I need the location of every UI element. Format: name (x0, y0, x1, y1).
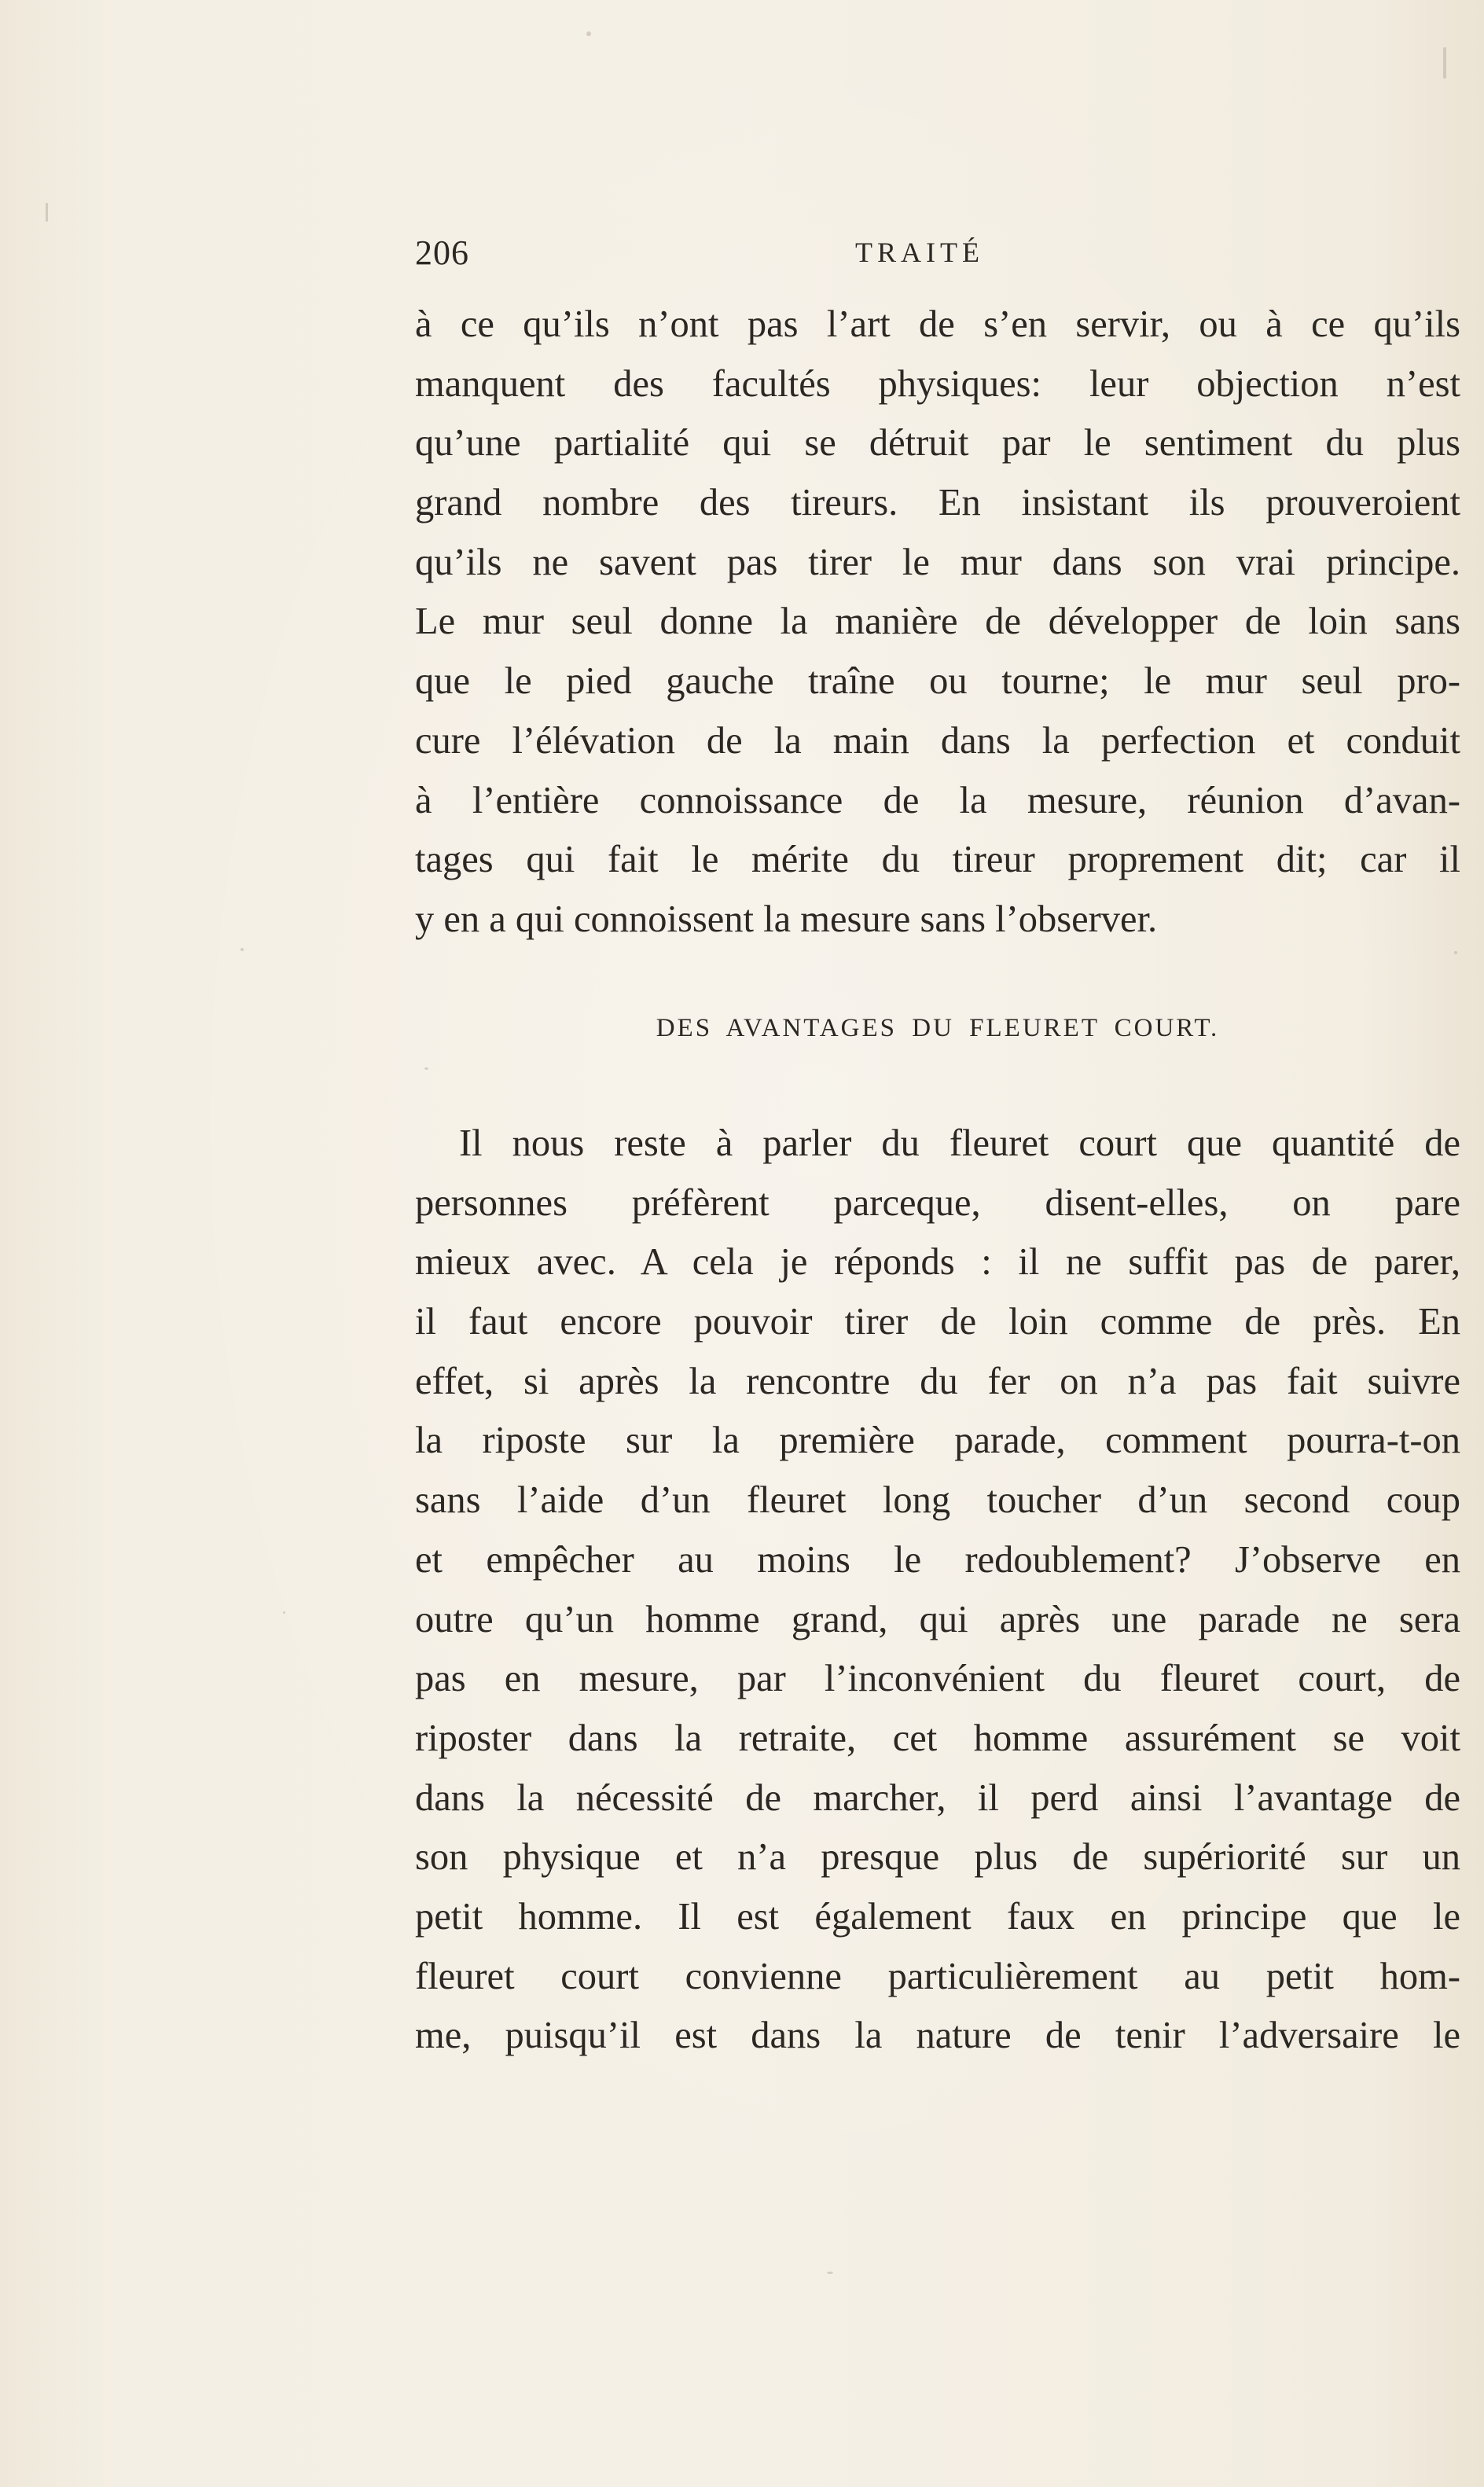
text-line: grand nombre des tireurs. En insistant ils prouveroient (415, 482, 1460, 524)
paper-speck (424, 1067, 428, 1070)
text-line: pas en mesure, par l’inconvénient du fleuret court, de (415, 1658, 1460, 1700)
text-line: qu’ils ne savent pas tirer le mur dans son vrai principe. (415, 541, 1460, 583)
text-line: personnes préfèrent parceque, disent-elles, on pare (415, 1181, 1460, 1224)
paper-speck (46, 203, 48, 222)
text-line: cure l’élévation de la main dans la perfection et conduit (415, 719, 1460, 762)
text-line: manquent des facultés physiques: leur objection n’est (415, 362, 1460, 405)
text-line: y en a qui connoissent la mesure sans l’observer. (415, 898, 1158, 940)
text-line: et empêcher au moins le redoublement? J’observe en (415, 1538, 1460, 1581)
text-line: qu’une partialité qui se détruit par le sentiment du plus (415, 422, 1460, 465)
paper-speck (283, 1611, 285, 1614)
text-line: la riposte sur la première parade, comment pourra-t-on (415, 1420, 1460, 1462)
paper-speck (241, 948, 244, 951)
text-line: à l’entière connoissance de la mesure, réunion d’avan- (415, 779, 1460, 821)
text-line: Il nous reste à parler du fleuret court que quantité de (459, 1122, 1460, 1164)
text-line: outre qu’un homme grand, qui après une parade ne sera (415, 1598, 1460, 1640)
text-line: effet, si après la rencontre du fer on n’a pas fait suivre (415, 1360, 1460, 1402)
text-line: me, puisqu’il est dans la nature de tenir l’adversaire le (415, 2015, 1460, 2057)
text-line: tages qui fait le mérite du tireur proprement dit; car il (415, 839, 1460, 881)
paragraph-continuation (415, 295, 1460, 950)
paper-speck (827, 2272, 833, 2274)
paper-speck (1454, 951, 1457, 954)
text-line: son physique et n’a presque plus de supériorité sur un (415, 1836, 1460, 1879)
text-line: Le mur seul donne la manière de développer de loin sans (415, 601, 1460, 643)
text-line: à ce qu’ils n’ont pas l’art de s’en servir, ou à ce qu’ils (415, 303, 1460, 345)
text-line: petit homme. Il est également faux en principe que le (415, 1895, 1460, 1938)
text-line: mieux avec. A cela je réponds : il ne suffit pas de parer, (415, 1241, 1460, 1284)
page-header (415, 233, 1460, 288)
paper-speck (586, 31, 591, 36)
section-heading: DES AVANTAGES DU FLEURET COURT. (656, 1014, 1220, 1042)
paragraph-fleuret-court (415, 1114, 1460, 2066)
text-line: dans la nécessité de marcher, il perd ainsi l’avantage de (415, 1776, 1460, 1819)
text-line: il faut encore pouvoir tirer de loin comme de près. En (415, 1301, 1460, 1343)
text-line: sans l’aide d’un fleuret long toucher d’un second coup (415, 1479, 1460, 1522)
text-line: que le pied gauche traîne ou tourne; le mur seul pro- (415, 660, 1460, 703)
page-number: 206 (415, 233, 469, 272)
running-head: TRAITÉ (855, 237, 984, 268)
paper-speck (1443, 47, 1446, 79)
text-line: fleuret court convienne particulièrement au petit hom- (415, 1955, 1460, 1997)
text-line: riposter dans la retraite, cet homme assurément se voit (415, 1717, 1460, 1759)
